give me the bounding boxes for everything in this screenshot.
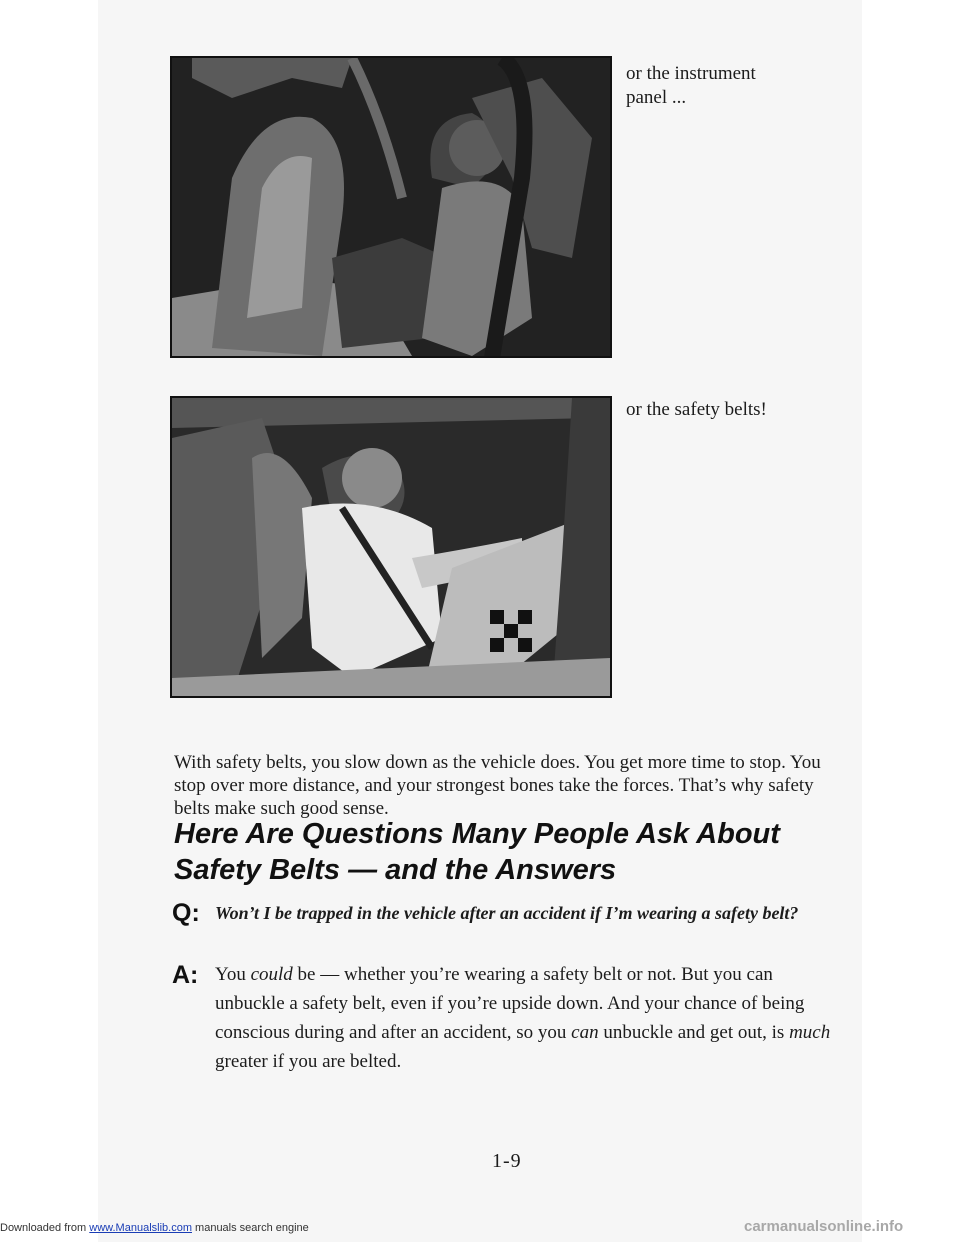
answer-text-part: be — whether you’re wearing a safety belt or not. But you can unbuckle a safety belt, even if you’re upside down. And your chance of being conscious during and after an accident, so you [215, 964, 805, 1043]
question-label: Q: [172, 899, 200, 927]
question-text: Won’t I be trapped in the vehicle after an accident if I’m wearing a safety belt? [215, 903, 799, 923]
footer-prefix: Downloaded from [0, 1222, 90, 1234]
answer-text [215, 960, 832, 1076]
page-number: 1-9 [492, 1150, 522, 1172]
answer-label: A: [172, 961, 199, 989]
question-block [172, 898, 832, 928]
crash-test-illustration [172, 398, 610, 696]
answer-emphasis: much [789, 1022, 831, 1043]
answer-emphasis: could [250, 964, 293, 985]
footer-suffix: manuals search engine [191, 1222, 309, 1234]
answer-text-part: greater if you are belted. [215, 1051, 402, 1072]
caption-instrument-panel [626, 62, 826, 110]
answer-emphasis: can [571, 1022, 599, 1043]
caption-line: panel ... [626, 87, 687, 108]
answer-text-part: You [215, 964, 251, 985]
section-heading: Here Are Questions Many People Ask About Safety Belts — and the Answers [174, 818, 780, 886]
crash-test-photo-safety-belt [170, 396, 612, 698]
crash-test-illustration [172, 58, 610, 356]
watermark-text: carmanualsonline.info [744, 1218, 904, 1235]
body-paragraph: With safety belts, you slow down as the vehicle does. You get more time to stop. You stop over more distance, and your strongest bones take the forces. That’s why safety belts make such good sense. [174, 752, 821, 819]
crash-test-photo-instrument-panel [170, 56, 612, 358]
caption-line: or the instrument [626, 63, 756, 84]
download-footer [0, 1222, 309, 1234]
caption-safety-belts: or the safety belts! [626, 399, 767, 420]
manualslib-link[interactable]: www.Manualslib.com [89, 1222, 192, 1234]
answer-block [172, 960, 832, 1076]
answer-text-part: unbuckle and get out, is [598, 1022, 790, 1043]
